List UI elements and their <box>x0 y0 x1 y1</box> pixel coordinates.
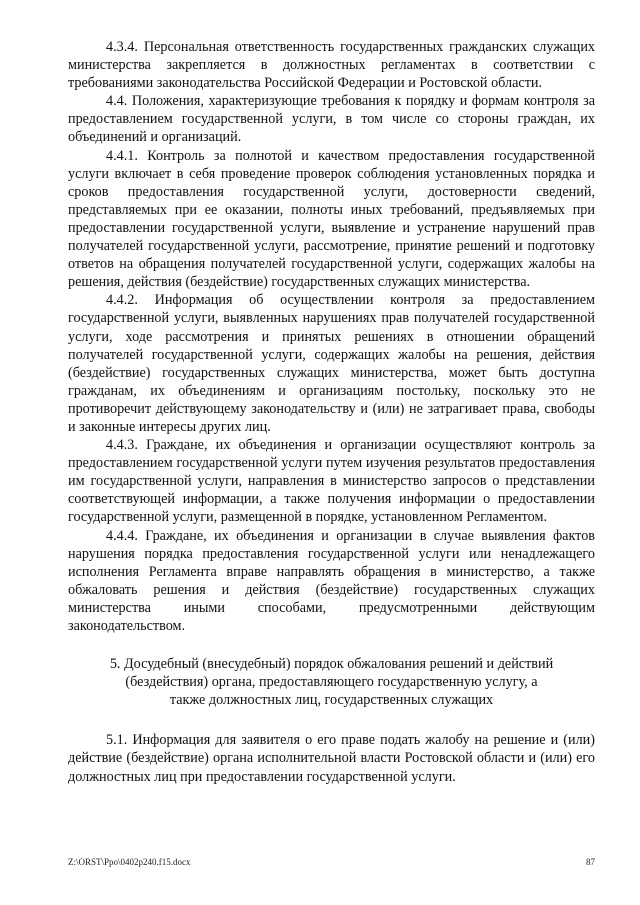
footer-page-number: 87 <box>586 857 595 867</box>
paragraph-4-4: 4.4. Положения, характеризующие требования к порядку и формам контроля за предоставлением государственной услуги, в том числе со стороны граждан, их объединений и организаций. <box>68 93 595 146</box>
paragraph-4-4-4: 4.4.4. Граждане, их объединения и организации в случае выявления фактов нарушения порядка предоставления государственной услуги или ненадлежащего исполнения Регламента вправе направлять обращения в министерство, а также обжаловать решения и действия (бездействие) государственных служащих министерства иными способами, предусмотренными действующим законодательством. <box>68 527 595 634</box>
spacer <box>68 635 595 655</box>
section-5-title: 5. Досудебный (внесудебный) порядок обжалования решений и действий (бездействия) органа, предоставляющего государственную услугу, а также должностных лиц, государственных служащих <box>109 656 554 709</box>
paragraph-4-4-2: 4.4.2. Информация об осуществлении контроля за предоставлением государственной услуги, выявленных нарушениях прав получателей государственной услуги, ходе рассмотрения и принятых решениях в отношении обращений получателей государственной услуги, содержащих жалобы на решения, действия (бездействие) государственных служащих министерства, может быть доступна гражданам, их объединениям и организациям постольку, поскольку это не противоречит действующему законодательству и (или) не затрагивает права, свободы и законные интересы других лиц. <box>68 292 595 435</box>
paragraph-4-3-4: 4.3.4. Персональная ответственность государственных гражданских служащих министерства закрепляется в должностных регламентах в соответствии с требованиями законодательства Российской Федерации и Ростовской области. <box>68 39 595 92</box>
spacer <box>68 709 595 731</box>
footer-file-path: Z:\ORST\Ppo\0402p240.f15.docx <box>68 857 191 867</box>
paragraph-4-4-1: 4.4.1. Контроль за полнотой и качеством предоставления государственной услуги включает в себя проведение проверок соблюдения установленных порядка и сроков предоставления государственной услуги, достоверности сведений, представляемых при ее оказании, полноты иных требований, предъявляемых при предоставлении государственной услуги, выявление и устранение нарушений прав получателей государственной услуги, рассмотрение, принятие решений и подготовку ответов на обращения получателей государственной услуги, содержащих жалобы на решения, действия (бездействие) государственных служащих министерства. <box>68 147 595 291</box>
paragraph-4-4-3: 4.4.3. Граждане, их объединения и организации осуществляют контроль за предоставлением государственной услуги путем изучения результатов предоставления им государственной услуги, направления в министерство запросов о представлении соответствующей информации, а также получения информации о предоставлении государственной услуги, размещенной в порядке, установленном Регламентом. <box>68 437 595 526</box>
paragraph-5-1: 5.1. Информация для заявителя о его праве подать жалобу на решение и (или) действие (бездействие) органа исполнительной власти Ростовской области и (или) его должностных лиц при предоставлении государственной услуги. <box>68 732 595 785</box>
document-page <box>68 38 595 786</box>
